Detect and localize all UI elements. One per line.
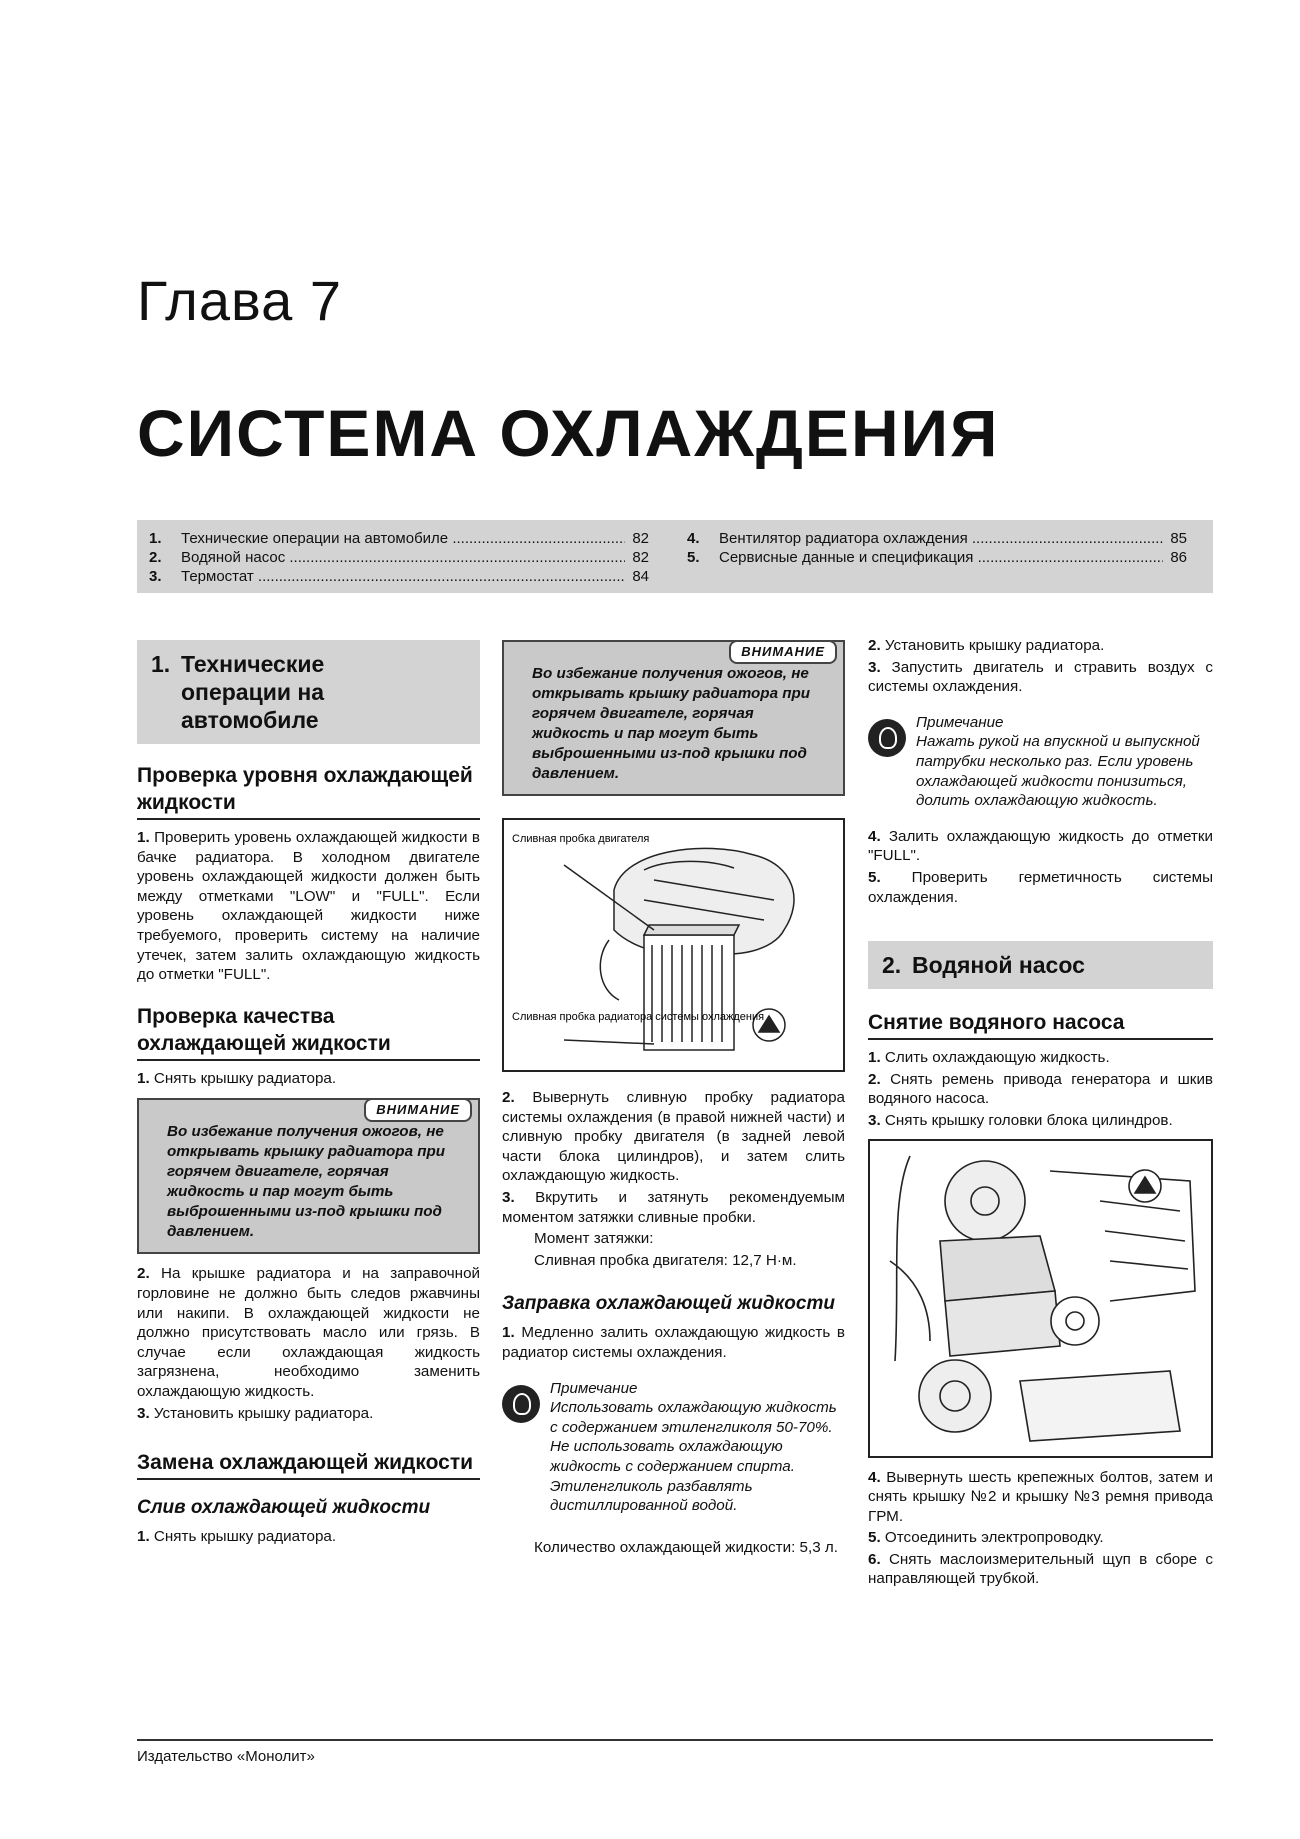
paragraph: 4. Вывернуть шесть крепежных болтов, затем и снять крышку №2 и крышку №3 ремня привода ГРМ. bbox=[868, 1468, 1213, 1525]
engine-radiator-illustration bbox=[504, 820, 843, 1066]
paragraph: 6. Снять маслоизмерительный щуп в сборе с направляющей трубкой. bbox=[868, 1550, 1213, 1588]
toc-item[interactable]: 1. Технические операции на автомобиле ..... 82 bbox=[149, 530, 649, 547]
paragraph: 3. Установить крышку радиатора. bbox=[137, 1404, 374, 1422]
water-pump-figure bbox=[868, 1139, 1213, 1458]
note-title: Примечание bbox=[550, 1379, 638, 1397]
torque-value: Сливная пробка двигателя: 12,7 Н·м. bbox=[534, 1251, 797, 1269]
subheading: Проверка уровня охлаждающей жидкости bbox=[137, 762, 480, 820]
radiator-drain-figure bbox=[502, 818, 845, 1072]
paragraph: 2. Вывернуть сливную пробку радиатора системы охлаждения (в правой нижней части) и сливную пробку двигателя (в задней левой части блока цилиндров), и затем слить охлаждающую жидкость. bbox=[502, 1089, 845, 1185]
toc-item[interactable]: 4. Вентилятор радиатора охлаждения ..... 85 bbox=[687, 530, 1187, 547]
paragraph: 2. На крышке радиатора и на заправочной горловине не должно быть следов ржавчины или накипи. В охлаждающей жидкости не должно присутствовать масло или грязь. В случае если охлаждающая жидкость загрязнена, необходимо заменить охлаждающую жидкость. bbox=[137, 1265, 480, 1400]
lightbulb-icon bbox=[502, 1385, 540, 1423]
column-3 bbox=[868, 636, 1213, 1591]
subsubheading: Слив охлаждающей жидкости bbox=[137, 1497, 431, 1519]
publisher-footer: Издательство «Монолит» bbox=[137, 1748, 315, 1765]
paragraph: 4. Залить охлаждающую жидкость до отметки "FULL". bbox=[868, 827, 1213, 865]
toc-item[interactable]: 3. Термостат ..... 84 bbox=[149, 568, 649, 585]
column-1 bbox=[137, 640, 480, 1549]
paragraph: 5. Отсоединить электропроводку. bbox=[868, 1529, 1104, 1547]
warning-label: ВНИМАНИЕ bbox=[729, 640, 837, 664]
warning-box: ВНИМАНИЕ Во избежание получения ожогов, не открывать крышку радиатора при горячем двигателе, горячая жидкость и пар могут быть выброшенными из-под крышки под давлением. bbox=[137, 1098, 480, 1254]
subheading: Проверка качества охлаждающей жидкости bbox=[137, 1003, 480, 1061]
toc-item[interactable]: 2. Водяной насос ..... 82 bbox=[149, 549, 649, 566]
paragraph: 1. Проверить уровень охлаждающей жидкости в бачке радиатора. В холодном двигателе уровень охлаждающей жидкости должен быть между отметками "LOW" и "FULL". Если уровень охлаждающей жидкости ниже требуемого, проверить систему на наличие утечек, затем залить охлаждающую жидкость до отметки "FULL". bbox=[137, 829, 480, 984]
section-header: 2. Водяной насос bbox=[868, 941, 1213, 989]
toc-item[interactable]: 5. Сервисные данные и спецификация ..... 86 bbox=[687, 549, 1187, 566]
paragraph: 1. Слить охлаждающую жидкость. bbox=[868, 1049, 1110, 1067]
subsubheading: Заправка охлаждающей жидкости bbox=[502, 1293, 835, 1315]
paragraph: 3. Запустить двигатель и стравить воздух с системы охлаждения. bbox=[868, 658, 1213, 696]
paragraph: 1. Снять крышку радиатора. bbox=[137, 1528, 337, 1546]
page-title: СИСТЕМА ОХЛАЖДЕНИЯ bbox=[137, 396, 1000, 470]
footer-divider bbox=[137, 1739, 1213, 1741]
torque-label: Момент затяжки: bbox=[534, 1230, 654, 1248]
subheading: Снятие водяного насоса bbox=[868, 1009, 1213, 1040]
note-box: Примечание Нажать рукой на впускной и выпускной патрубки несколько раз. Если уровень охлаждающей жидкости понизиться, долить охлаждающую жидкость. bbox=[868, 713, 1213, 811]
lightbulb-icon bbox=[868, 719, 906, 757]
paragraph: 1. Снять крышку радиатора. bbox=[137, 1069, 337, 1087]
paragraph: 3. Вкрутить и затянуть рекомендуемым моментом затяжки сливные пробки. bbox=[502, 1188, 845, 1226]
capacity-text: Количество охлаждающей жидкости: 5,3 л. bbox=[534, 1538, 838, 1556]
table-of-contents bbox=[137, 520, 1213, 593]
paragraph: 5. Проверить герметичность системы охлаждения. bbox=[868, 868, 1213, 906]
timing-cover-illustration bbox=[870, 1141, 1211, 1452]
warning-label: ВНИМАНИЕ bbox=[364, 1098, 472, 1122]
chapter-label: Глава 7 bbox=[137, 269, 342, 332]
column-2 bbox=[502, 640, 845, 1559]
fig-label-engine: Сливная пробка двигателя bbox=[512, 833, 650, 845]
paragraph: 2. Снять ремень привода генератора и шкив водяного насоса. bbox=[868, 1070, 1213, 1108]
note-title: Примечание bbox=[916, 713, 1004, 731]
paragraph: 2. Установить крышку радиатора. bbox=[868, 637, 1105, 654]
note-box: Примечание Использовать охлаждающую жидкость с содержанием этиленгликоля 50-70%. Не использовать охлаждающую жидкость с содержанием спирта. Этиленгликоль разбавлять дистиллированной водой. bbox=[502, 1379, 845, 1516]
warning-box: ВНИМАНИЕ Во избежание получения ожогов, не открывать крышку радиатора при горячем двигателе, горячая жидкость и пар могут быть выброшенными из-под крышки под давлением. bbox=[502, 640, 845, 796]
section-header: 1. Технические операции на автомобиле bbox=[137, 640, 480, 744]
paragraph: 3. Снять крышку головки блока цилиндров. bbox=[868, 1111, 1173, 1129]
paragraph: 1. Медленно залить охлаждающую жидкость в радиатор системы охлаждения. bbox=[502, 1324, 845, 1361]
subheading: Замена охлаждающей жидкости bbox=[137, 1449, 480, 1480]
fig-label-radiator: Сливная пробка радиатора системы охлаждения bbox=[512, 1011, 765, 1023]
